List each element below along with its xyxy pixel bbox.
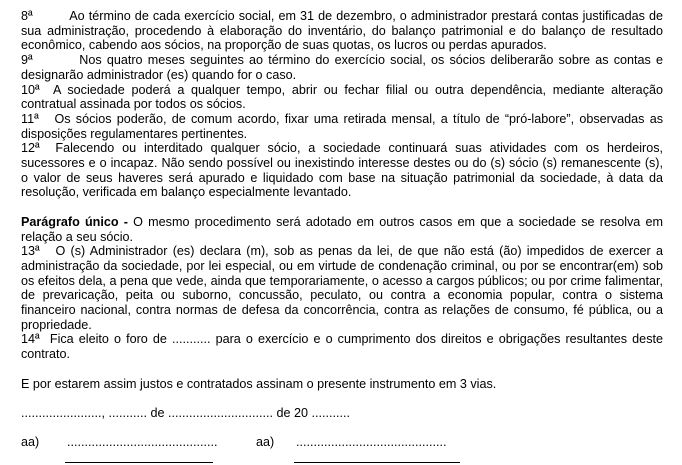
clause-14 bbox=[21, 332, 663, 361]
signature-dots-right[interactable]: ........................................... bbox=[296, 435, 447, 450]
clause-number: 11ª bbox=[21, 111, 39, 126]
closing-statement: E por estarem assim justos e contratados assinam o presente instrumento em 3 vias. bbox=[21, 376, 497, 391]
clause-text: Falecendo ou interditado qualquer sócio, a sociedade continuará suas atividades com os herdeiros, sucessores e o incapaz. Não sendo possível ou inexistindo interesse destes ou do (s) sócio (s) remanescente (s), o valor de seus haveres será apurado e liquidado com base na situação patrimonial da sociedade, à data da resolução, verificada em balanço especialmente levantado. bbox=[21, 141, 664, 200]
clause-12 bbox=[21, 141, 663, 200]
signature-line-left bbox=[65, 462, 213, 463]
clause-8 bbox=[21, 9, 663, 53]
day-blank[interactable]: ........... bbox=[108, 405, 147, 420]
paragraph-spacer bbox=[21, 362, 663, 377]
clause-number: 9ª bbox=[21, 53, 33, 68]
paragraph-spacer bbox=[21, 421, 663, 436]
clause-text: Fica eleito o foro de ........... para o exercício e o cumprimento dos direitos e obrigações resultantes deste contrato. bbox=[21, 332, 663, 362]
paragrafo-unico-text: O mesmo procedimento será adotado em outros casos em que a sociedade se resolva em relação a seu sócio. bbox=[21, 214, 663, 244]
date-de: de bbox=[150, 405, 165, 420]
signature-label-left: aa) bbox=[21, 435, 40, 450]
place-blank[interactable]: ......................., bbox=[21, 405, 105, 420]
clause-number: 12ª bbox=[21, 141, 40, 156]
clause-9 bbox=[21, 53, 663, 82]
clause-text: O (s) Administrador (es) declara (m), sob as penas da lei, de que não está (ão) impedidos de exercer a administração da sociedade, por lei especial, ou em virtude de condenação criminal, ou por se encontrar(em) sob os efeitos dela, a pena que vede, ainda que temporariamente, o acesso a cargos públicos; ou por crime falimentar, de prevaricação, peita ou suborno, concussão, peculato, ou contra a economia popular, contra o sistema financeiro nacional, contra normas de defesa da concorrência, contra as relações de consumo, fé pública, ou a propriedade. bbox=[21, 244, 663, 332]
date-line bbox=[21, 406, 663, 421]
clause-number: 14ª bbox=[21, 332, 40, 347]
paragraph-spacer bbox=[21, 200, 663, 215]
clause-10 bbox=[21, 83, 663, 112]
paragrafo-unico bbox=[21, 215, 663, 244]
signature-dots-left[interactable]: ........................................... bbox=[67, 435, 218, 450]
clause-text: Nos quatro meses seguintes ao término do exercício social, os sócios deliberarão sobre as contas e designarão administrador (es) quando for o caso. bbox=[21, 53, 663, 82]
date-de-year: de 20 bbox=[276, 405, 308, 420]
contract-page bbox=[21, 9, 663, 465]
clause-text: A sociedade poderá a qualquer tempo, abrir ou fechar filial ou outra dependência, mediante alteração contratual assinada por todos os sócios. bbox=[21, 82, 663, 112]
signature-label-right: aa) bbox=[256, 435, 275, 450]
clause-number: 13ª bbox=[21, 244, 40, 259]
paragraph-spacer bbox=[21, 391, 663, 406]
clause-number: 8ª bbox=[21, 9, 33, 23]
paragrafo-unico-label: Parágrafo único - bbox=[21, 214, 128, 229]
signature-row bbox=[21, 435, 663, 465]
clause-13 bbox=[21, 244, 663, 332]
signature-line-right bbox=[294, 462, 460, 463]
year-blank[interactable]: ........... bbox=[311, 405, 350, 420]
clause-11 bbox=[21, 112, 663, 141]
month-blank[interactable]: .............................. bbox=[168, 405, 273, 420]
clause-number: 10ª bbox=[21, 82, 40, 97]
clause-text: Ao término de cada exercício social, em 31 de dezembro, o administrador prestará contas justificadas de sua administração, procedendo à elaboração do inventário, do balanço patrimonial e do balanço de resultado econômico, cabendo aos sócios, na proporção de suas quotas, os lucros ou perdas apurados. bbox=[21, 9, 663, 53]
clause-text: Os sócios poderão, de comum acordo, fixar uma retirada mensal, a título de “pró-labore”, observadas as disposições regulamentares pertinentes. bbox=[21, 111, 663, 141]
